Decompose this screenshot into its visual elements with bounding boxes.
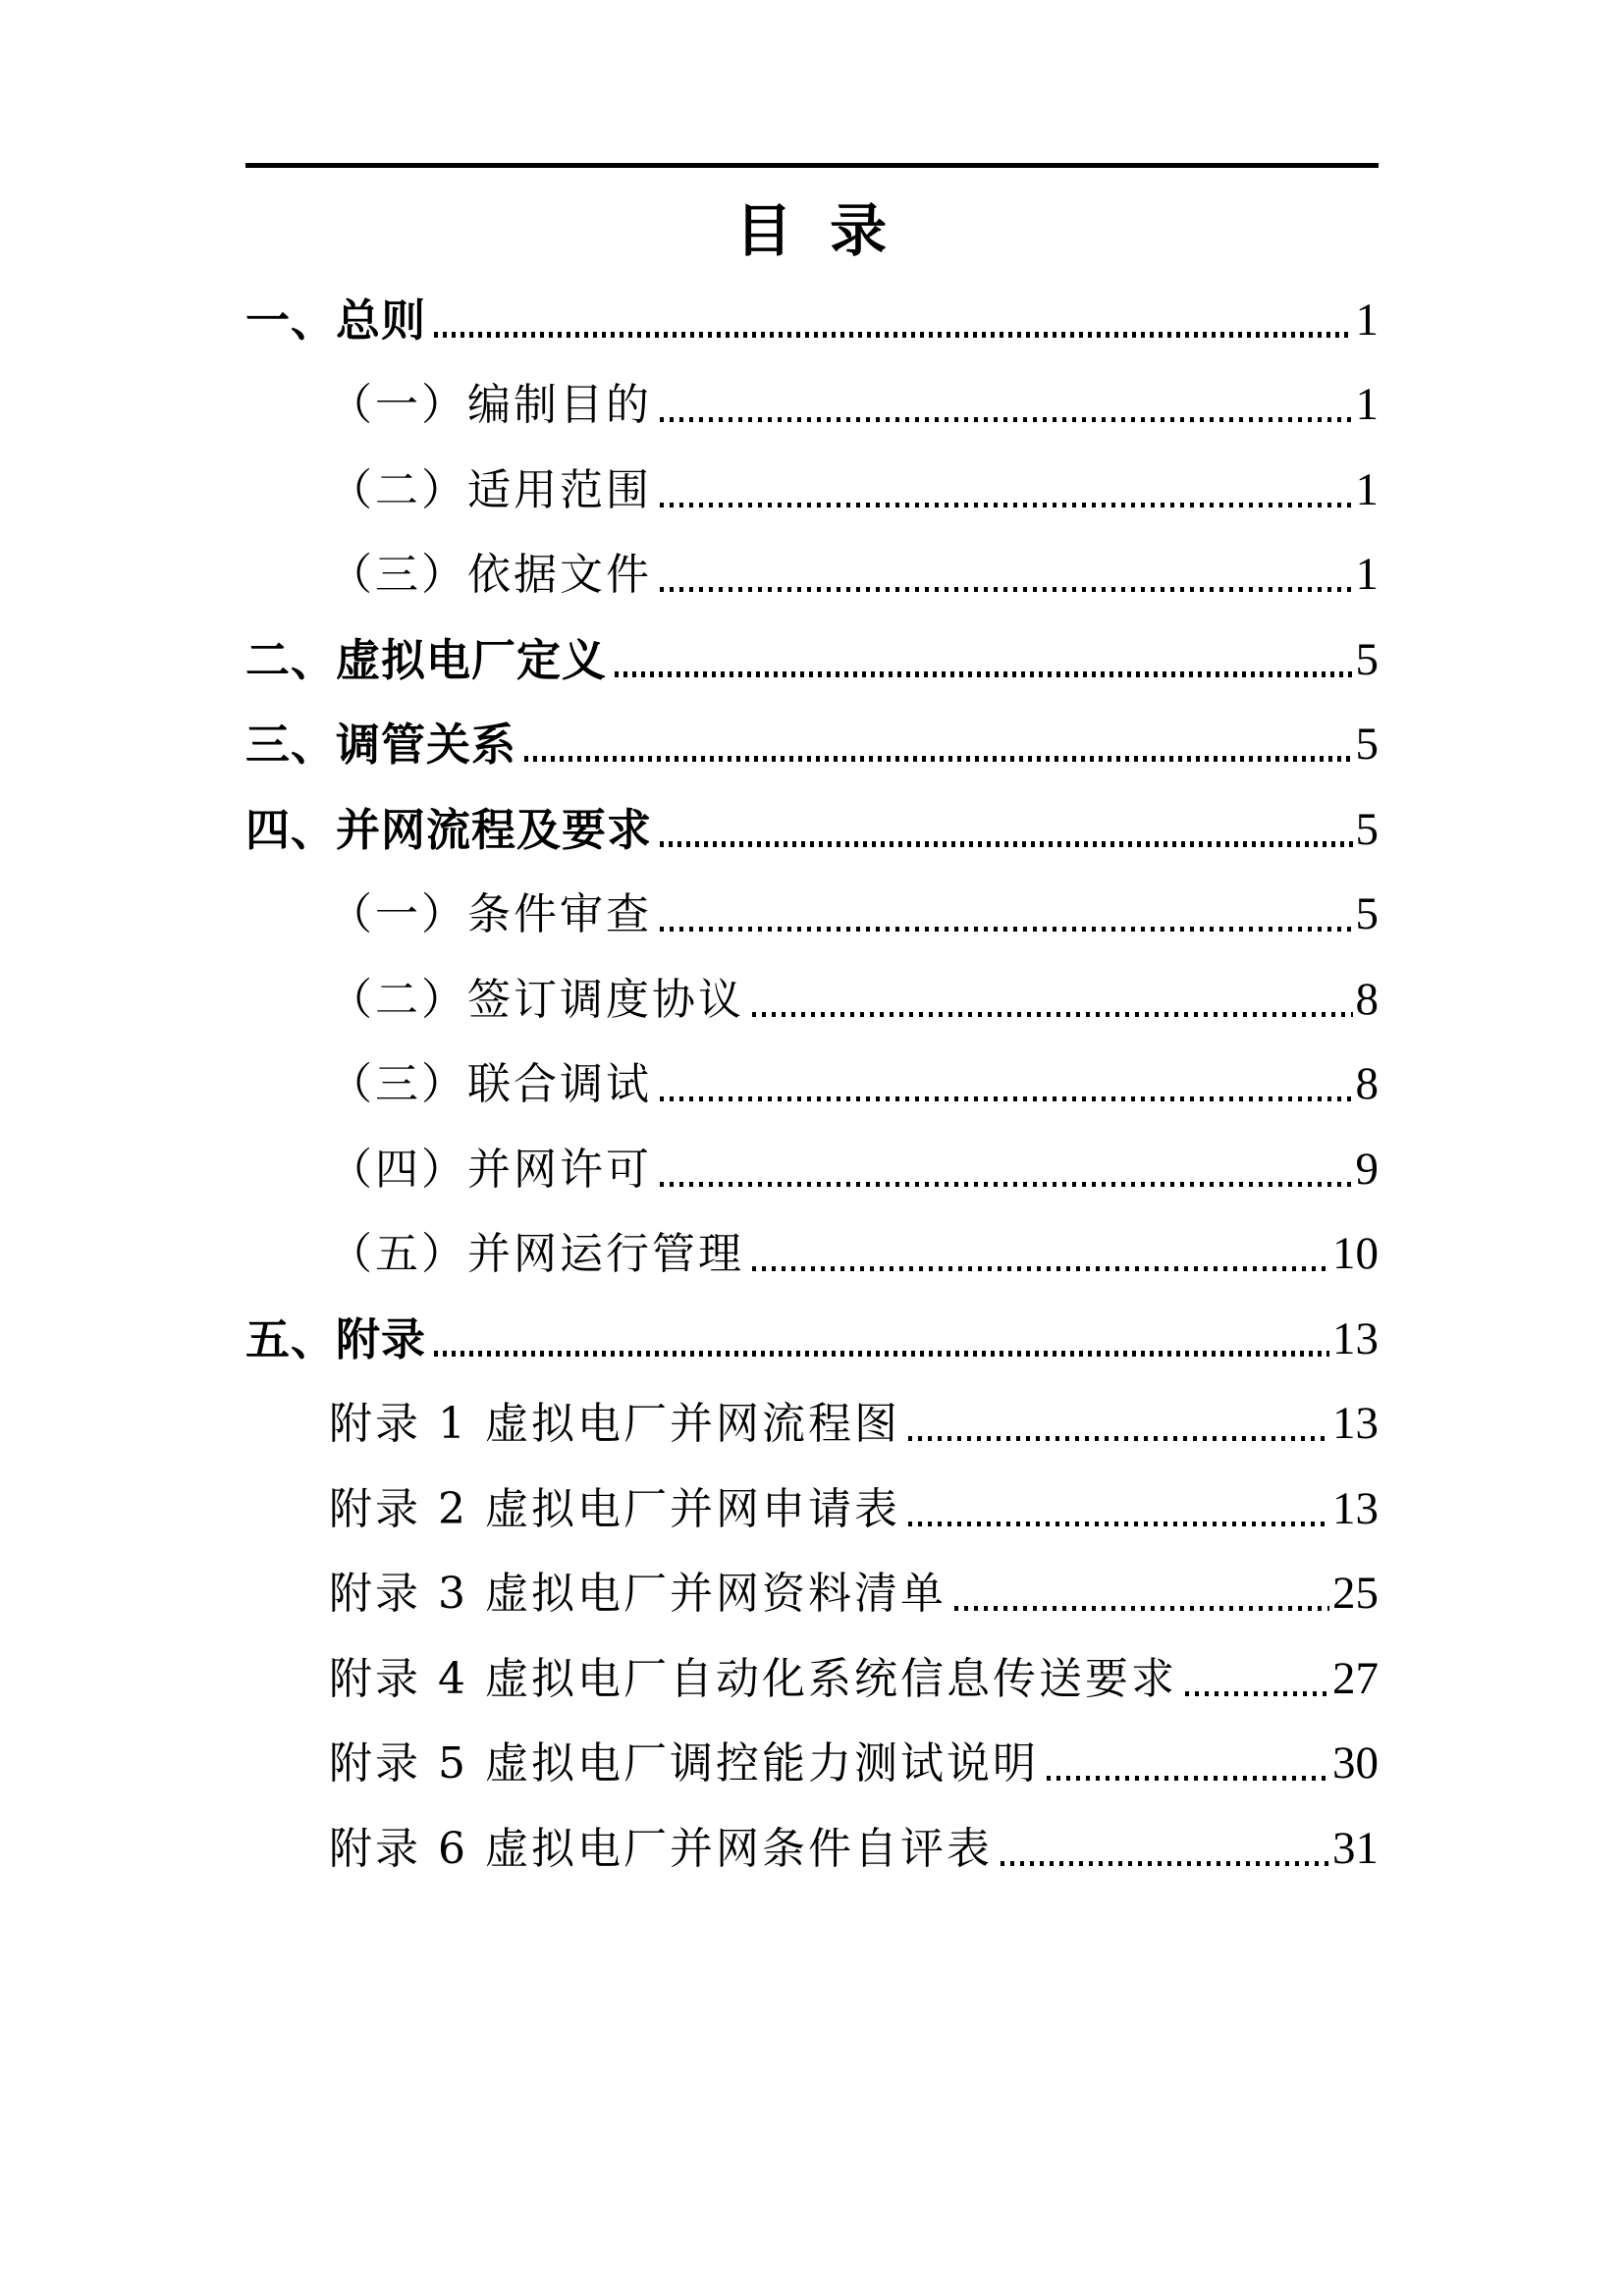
toc-entry-page-number: 5 <box>1355 719 1379 771</box>
toc-entry <box>245 856 1379 941</box>
toc-entry-label: 一、总则 <box>245 294 427 347</box>
toc-entry-label: （一）条件审查 <box>329 889 652 940</box>
dot-leader <box>1185 1691 1329 1696</box>
toc-entry-label: 附录 4 虚拟电厂自动化系统信息传送要求 <box>329 1653 1177 1704</box>
toc-entry <box>245 771 1379 856</box>
toc-entry-label: （四）并网许可 <box>329 1144 652 1195</box>
toc-entry-label: 附录 2 虚拟电厂并网申请表 <box>329 1483 900 1534</box>
dot-leader <box>908 1522 1329 1526</box>
toc-entry <box>245 347 1379 432</box>
dot-leader <box>660 503 1353 507</box>
header-divider-line <box>245 163 1379 168</box>
dot-leader <box>660 1182 1353 1187</box>
dot-leader <box>752 1012 1353 1017</box>
toc-entry <box>245 940 1379 1026</box>
toc-entry-label: 附录 3 虚拟电厂并网资料清单 <box>329 1569 947 1620</box>
toc-entry-label: （三）依据文件 <box>329 550 652 601</box>
toc-entry-page-number: 5 <box>1355 633 1379 685</box>
dot-leader <box>1047 1776 1329 1781</box>
toc-entry-label: （五）并网运行管理 <box>329 1229 744 1280</box>
toc-entry-page-number: 1 <box>1355 463 1379 515</box>
toc-entry-page-number: 1 <box>1355 294 1379 346</box>
toc-entry-page-number: 27 <box>1332 1652 1379 1704</box>
toc-entry <box>245 1620 1379 1705</box>
toc-entry-page-number: 5 <box>1355 888 1379 940</box>
toc-entry <box>245 1280 1379 1365</box>
toc-entry-label: 四、并网流程及要求 <box>245 803 653 856</box>
toc-entry <box>245 261 1379 347</box>
toc-entry <box>245 1535 1379 1621</box>
toc-entry <box>245 1789 1379 1875</box>
toc-entry <box>245 686 1379 772</box>
toc-entry-page-number: 13 <box>1332 1398 1379 1450</box>
toc-entry-page-number: 5 <box>1355 803 1379 855</box>
toc-entry-label: 附录 5 虚拟电厂调控能力测试说明 <box>329 1738 1039 1789</box>
dot-leader <box>660 1096 1353 1101</box>
dot-leader <box>752 1266 1329 1271</box>
toc-entry-page-number: 1 <box>1355 379 1379 431</box>
toc-entry <box>245 516 1379 602</box>
toc-entry-label: 二、虚拟电厂定义 <box>245 633 608 686</box>
toc-entry <box>245 1365 1379 1451</box>
dot-leader <box>660 927 1353 932</box>
toc-entry <box>245 601 1379 686</box>
dot-leader <box>1001 1861 1329 1866</box>
dot-leader <box>660 841 1352 847</box>
toc-entry-page-number: 30 <box>1332 1737 1379 1789</box>
toc-entry-label: （三）联合调试 <box>329 1059 652 1110</box>
toc-entry-page-number: 13 <box>1332 1312 1379 1364</box>
toc-entry <box>245 1705 1379 1790</box>
dot-leader <box>908 1436 1329 1441</box>
toc-entry <box>245 1450 1379 1535</box>
toc-entry-page-number: 31 <box>1332 1822 1379 1874</box>
dot-leader <box>954 1606 1329 1611</box>
toc-entry-label: （二）签订调度协议 <box>329 974 744 1025</box>
toc-entry <box>245 1196 1379 1281</box>
toc-entry <box>245 1110 1379 1196</box>
dot-leader <box>660 587 1353 592</box>
toc-entry-page-number: 1 <box>1355 549 1379 601</box>
toc-entry-label: 附录 6 虚拟电厂并网条件自评表 <box>329 1823 993 1874</box>
toc-entry-page-number: 10 <box>1332 1228 1379 1280</box>
toc-entry <box>245 431 1379 516</box>
toc-entry-label: （一）编制目的 <box>329 380 652 431</box>
toc-entry-page-number: 25 <box>1332 1568 1379 1620</box>
toc-entry-label: 三、调管关系 <box>245 719 517 772</box>
dot-leader <box>660 417 1353 422</box>
toc-entry-label: 附录 1 虚拟电厂并网流程图 <box>329 1399 900 1450</box>
dot-leader <box>434 1351 1329 1357</box>
toc-entry-page-number: 9 <box>1355 1143 1379 1195</box>
toc-entry-page-number: 13 <box>1332 1482 1379 1534</box>
toc-entry <box>245 1026 1379 1111</box>
page-title: 目 录 <box>734 197 890 264</box>
dot-leader <box>434 332 1352 338</box>
toc-entry-label: （二）适用范围 <box>329 464 652 515</box>
toc-list <box>245 261 1379 1875</box>
dot-leader <box>524 756 1352 762</box>
toc-entry-page-number: 8 <box>1355 973 1379 1025</box>
toc-entry-label: 五、附录 <box>245 1312 427 1365</box>
toc-entry-page-number: 8 <box>1355 1058 1379 1110</box>
dot-leader <box>615 671 1352 677</box>
